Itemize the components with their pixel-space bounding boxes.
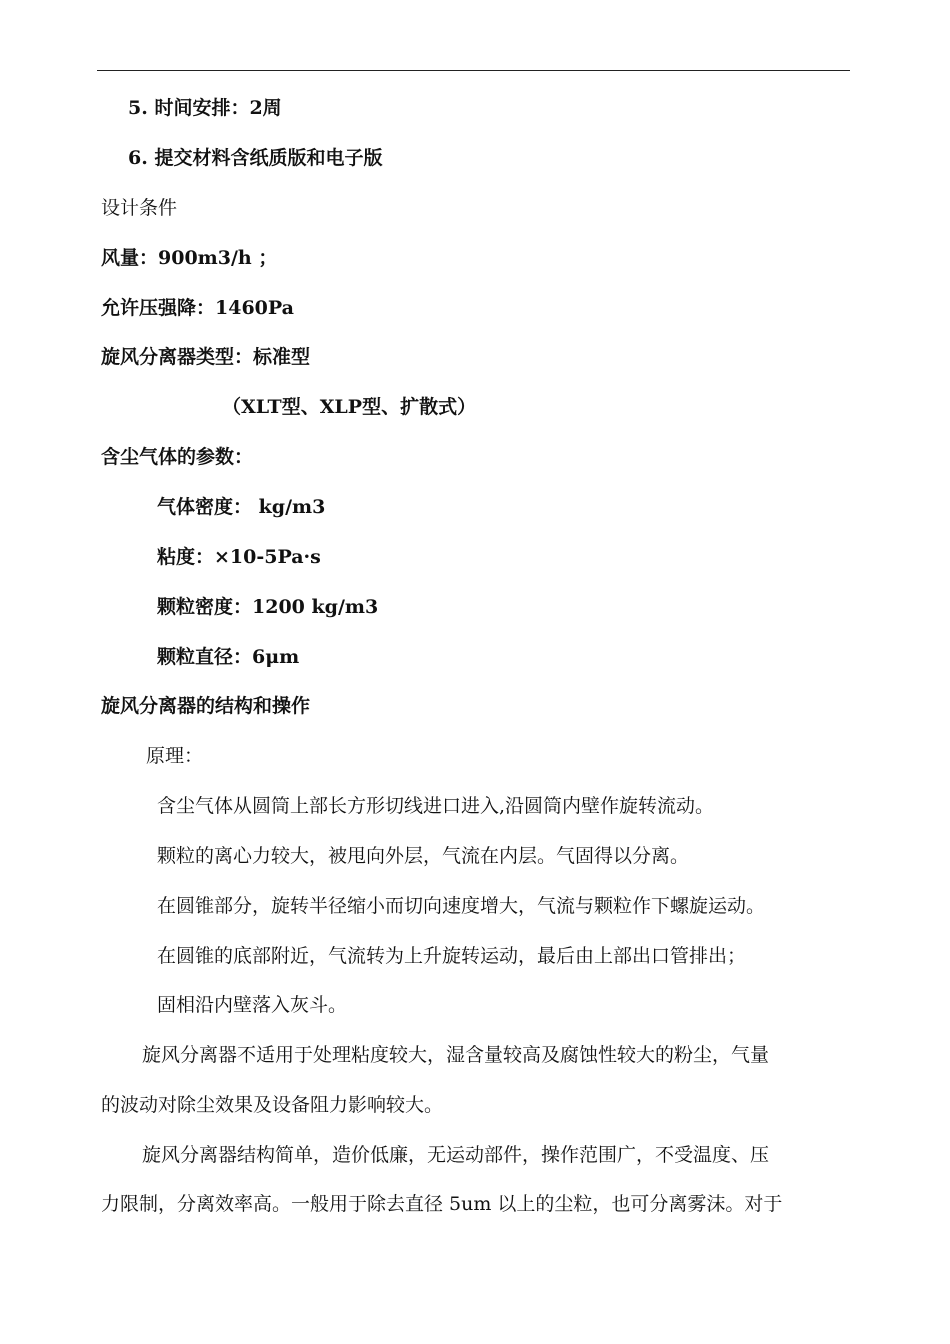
separator-type: 旋风分离器类型：标准型 (101, 346, 311, 368)
header-rule (97, 70, 850, 71)
separator-type-options: （XLT型、XLP型、扩散式） (222, 396, 477, 418)
principle-line: 在圆锥部分，旋转半径缩小而切向速度增大，气流与颗粒作下螺旋运动。 (157, 895, 766, 917)
paragraph-line: 旋风分离器不适用于处理粘度较大，湿含量较高及腐蚀性较大的粉尘，气量 (142, 1044, 770, 1066)
paragraph-line: 的波动对除尘效果及设备阻力影响较大。 (101, 1094, 444, 1116)
design-conditions-heading: 设计条件 (101, 197, 178, 219)
principle-line: 含尘气体从圆筒上部长方形切线进口进入,沿圆筒内壁作旋转流动。 (157, 795, 715, 817)
principle-line: 颗粒的离心力较大，被甩向外层，气流在内层。气固得以分离。 (157, 845, 690, 867)
allowed-pressure-drop: 允许压强降：1460Pa (101, 297, 294, 319)
principle-line: 固相沿内壁落入灰斗。 (157, 994, 348, 1016)
air-volume: 风量：900m3/h ； (101, 247, 278, 269)
principle-line: 在圆锥的底部附近，气流转为上升旋转运动，最后由上部出口管排出； (157, 945, 747, 967)
requirement-item-5: 5. 时间安排：2周 (128, 97, 282, 119)
viscosity: 粘度：×10-5Pa·s (157, 546, 321, 568)
particle-density: 颗粒密度：1200 kg/m3 (157, 596, 379, 618)
paragraph-line: 力限制，分离效率高。一般用于除去直径 5um 以上的尘粒，也可分离雾沫。对于 (101, 1193, 783, 1215)
structure-operation-heading: 旋风分离器的结构和操作 (101, 695, 311, 717)
gas-density: 气体密度： kg/m3 (157, 496, 326, 518)
requirement-item-6: 6. 提交材料含纸质版和电子版 (128, 147, 383, 169)
paragraph-line: 旋风分离器结构简单，造价低廉，无运动部件，操作范围广，不受温度、压 (142, 1144, 770, 1166)
particle-diameter: 颗粒直径：6μm (157, 646, 300, 668)
gas-params-heading: 含尘气体的参数： (101, 446, 254, 468)
principle-label: 原理： (146, 745, 204, 767)
